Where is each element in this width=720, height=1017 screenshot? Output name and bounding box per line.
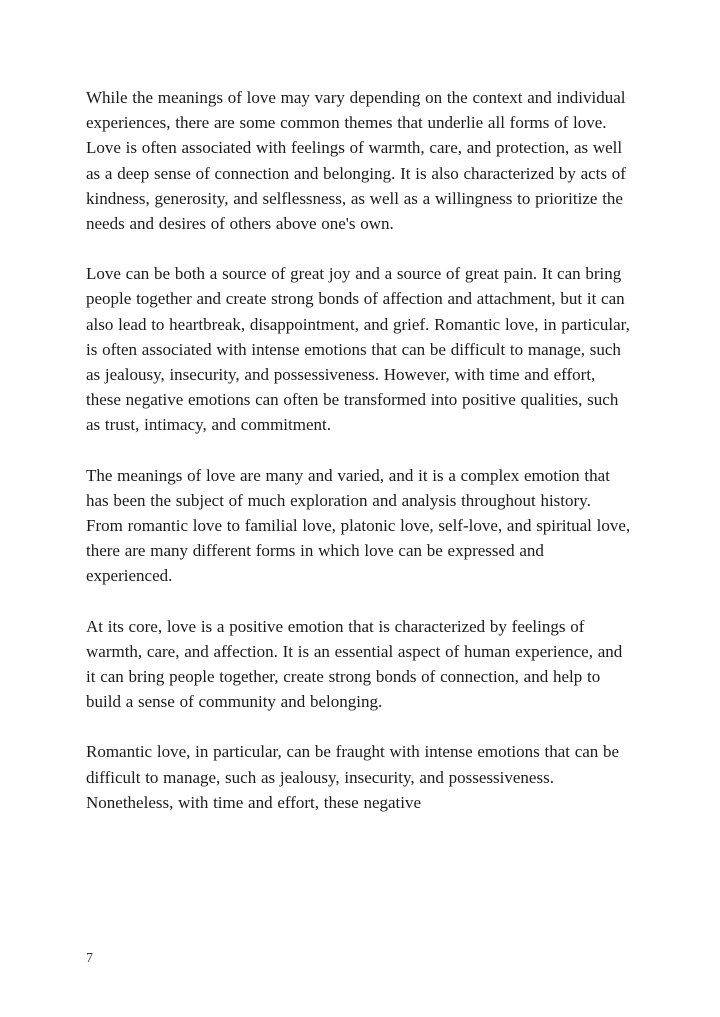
paragraph: While the meanings of love may vary depending on the context and individual experiences, there are some common themes that underlie all forms of love. Love is often associated with feelings of warmth, care, and protection, as well as a deep sense of connection and belonging. It is also characterized by acts of kindness, generosity, and selflessness, as well as a willingness to prioritize the needs and desires of others above one's own.	[86, 88, 626, 234]
paragraph: Romantic love, in particular, can be fraught with intense emotions that can be difficult to manage, such as jealousy, insecurity, and possessiveness. Nonetheless, with time and effort, these negative	[86, 742, 620, 812]
paragraph: At its core, love is a positive emotion that is characterized by feelings of warmth, care, and affection. It is an essential aspect of human experience, and it can bring people together, create strong bonds of connection, and help to build a sense of community and belonging.	[86, 616, 623, 712]
paragraph: Love can be both a source of great joy and a source of great pain. It can bring people together and create strong bonds of affection and attachment, but it can also lead to heartbreak, disappointment, and grief. Romantic love, in particular, is often associated with intense emotions that can be difficult to manage, such as jealousy, insecurity, and possessiveness. However, with time and effort, these negative emotions can often be transformed into positive qualities, such as trust, intimacy, and commitment.	[86, 264, 630, 435]
page-body-text	[86, 85, 631, 840]
paragraph: The meanings of love are many and varied, and it is a complex emotion that has been the subject of much exploration and analysis throughout history. From romantic love to familial love, platonic love, self-love, and spiritual love, there are many different forms in which love can be expressed and experienced.	[86, 465, 631, 586]
page-number: 7	[86, 951, 93, 966]
